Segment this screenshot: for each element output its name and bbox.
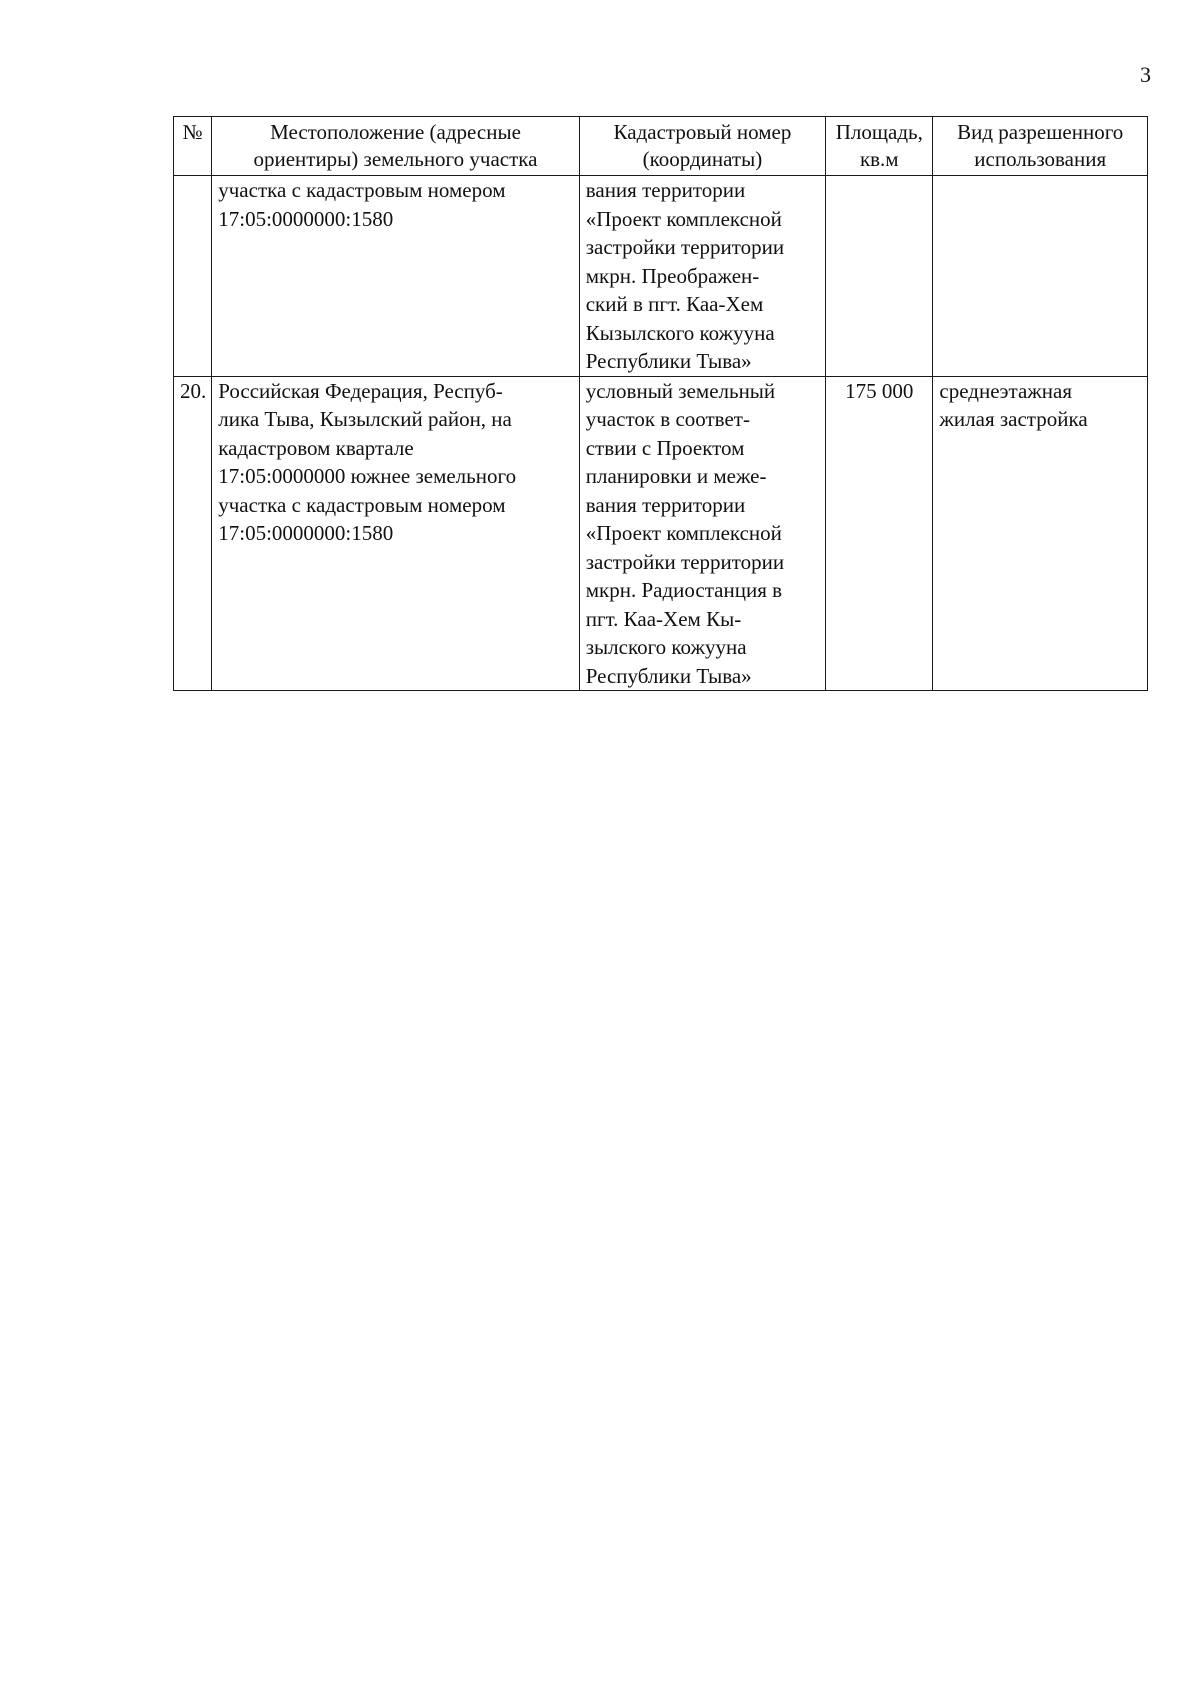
table-row: [174, 376, 1148, 691]
row-number-cell: 20.: [174, 376, 212, 691]
header-permitted-use: Вид разрешенного использования: [933, 117, 1148, 176]
permitted-use-cell: среднеэтажная жилая застройка: [933, 376, 1148, 691]
cadastral-cell: вания территории «Проект комплексной застройки территории мкрн. Преображен- ский в пгт. Каа-Хем Кызылского кожууна Республики Тыва»: [579, 176, 825, 377]
land-plots-table: [173, 116, 1148, 691]
permitted-use-cell: [933, 176, 1148, 377]
location-cell: участка с кадастровым номером 17:05:0000000:1580: [212, 176, 580, 377]
cadastral-cell: условный земельный участок в соответ- ствии с Проектом планировки и меже- вания территории «Проект комплексной застройки территории мкрн. Радиостанция в пгт. Каа-Хем Кы- зылского кожууна Республики Тыва»: [579, 376, 825, 691]
location-cell: Российская Федерация, Респуб- лика Тыва, Кызылский район, на кадастровом квартале 17:05:0000000 южнее земельного участка с кадастровым номером 17:05:0000000:1580: [212, 376, 580, 691]
table-row: [174, 176, 1148, 377]
page-number: 3: [1140, 62, 1151, 87]
header-number: №: [174, 117, 212, 176]
header-cadastral-number: Кадастровый номер (координаты): [579, 117, 825, 176]
area-cell: [826, 176, 933, 377]
header-area: Площадь, кв.м: [826, 117, 933, 176]
table-header-row: [174, 117, 1148, 176]
row-number-cell: [174, 176, 212, 377]
header-location: Местоположение (адресные ориентиры) земельного участка: [212, 117, 580, 176]
area-cell: 175 000: [826, 376, 933, 691]
